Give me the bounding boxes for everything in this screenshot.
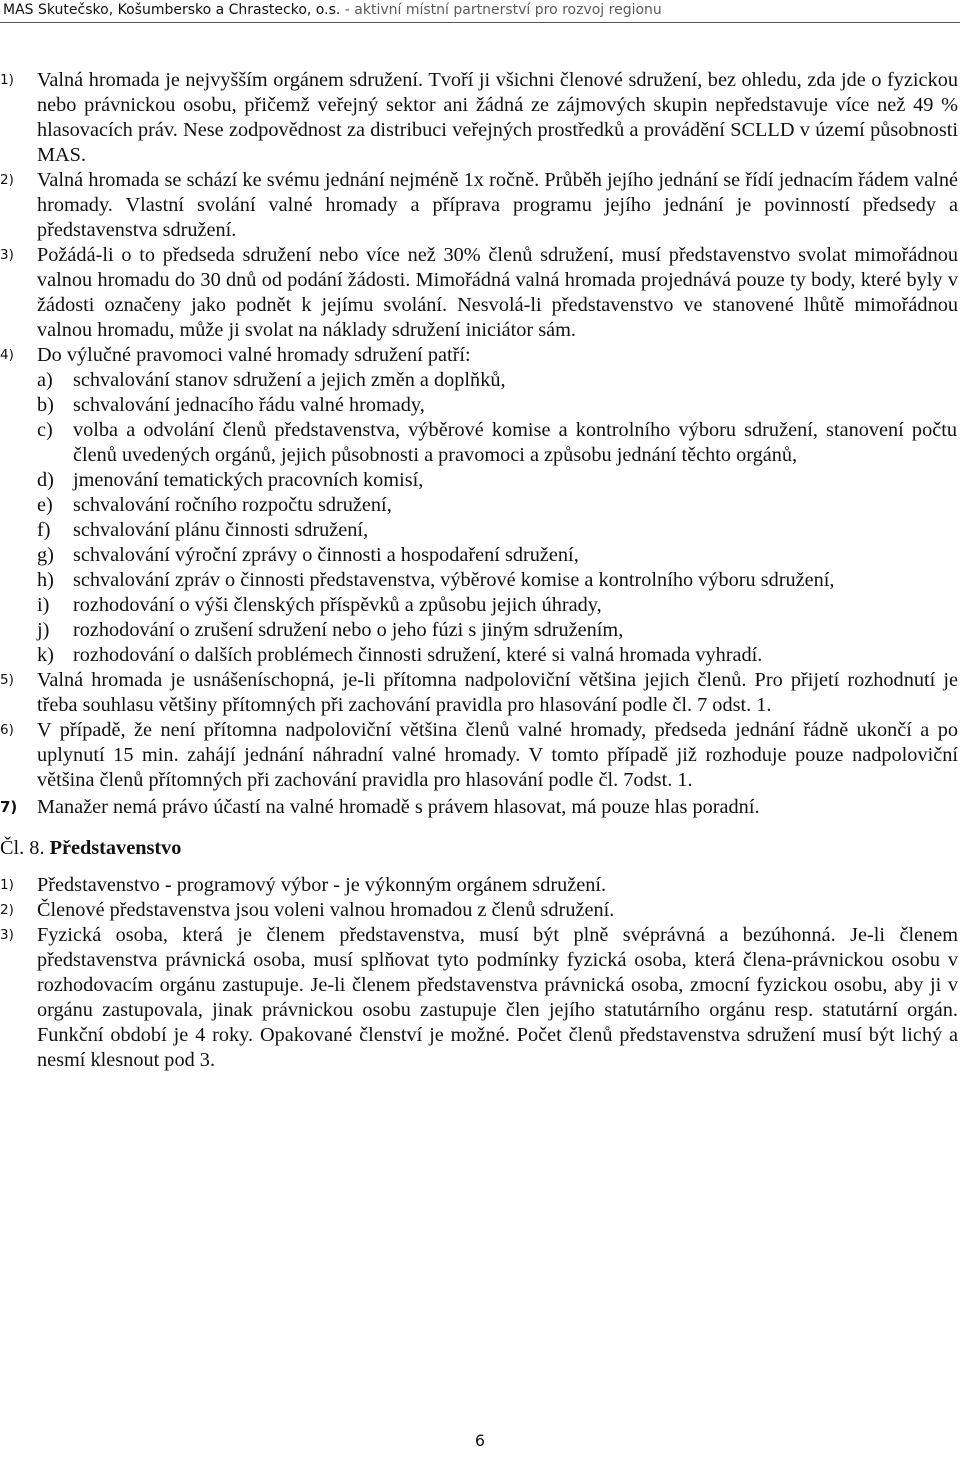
document-body	[0, 68, 960, 1073]
list-item-text: schvalování stanov sdružení a jejich změn a doplňků,	[73, 369, 506, 391]
section-heading	[0, 836, 960, 861]
list-item-letter: b)	[37, 394, 54, 416]
section-paragraph-1	[0, 873, 958, 898]
paragraph-number: 2)	[0, 172, 14, 188]
paragraph-text: Do výlučné pravomoci valné hromady sdružení patří:	[37, 344, 471, 366]
list-item-letter: f)	[37, 519, 51, 541]
list-item-text: schvalování zpráv o činnosti představenstva, výběrové komise a kontrolního výboru sdružení,	[73, 569, 835, 591]
paragraph-text: Valná hromada je usnášeníschopná, je-li přítomna nadpoloviční většina jejich členů. Pro přijetí rozhodnutí je třeba souhlasu většiny přítomných při zachování pravidla pro hlasování podle čl. 7 odst. 1.	[37, 669, 958, 716]
paragraph-number: 1)	[0, 877, 14, 893]
paragraph-number: 3)	[0, 927, 14, 943]
paragraph-3	[0, 243, 958, 343]
page-number: 6	[474, 1431, 486, 1450]
header-organization: MAS Skutečsko, Košumbersko a Chrastecko, o.s.	[3, 2, 341, 18]
list-item-letter: d)	[37, 469, 54, 491]
list-item	[37, 593, 957, 618]
list-item-letter: g)	[37, 544, 54, 566]
paragraph-number: 3)	[0, 247, 14, 263]
list-item	[37, 568, 957, 593]
list-item-text: schvalování plánu činnosti sdružení,	[73, 519, 369, 541]
paragraph-5	[0, 668, 958, 718]
paragraph-text: Požádá-li o to předseda sdružení nebo více než 30% členů sdružení, musí představenstvo svolat mimořádnou valnou hromadu do 30 dnů od podání žádosti. Mimořádná valná hromada projednává pouze ty body, které byly v žádosti označeny jako podnět k jejímu svolání. Nesvolá-li představenstvo ve stanovené lhůtě mimořádnou valnou hromadu, může ji svolat na náklady sdružení iniciátor sám.	[37, 244, 958, 341]
list-item	[37, 468, 957, 493]
list-item	[37, 518, 957, 543]
list-item	[37, 418, 957, 468]
paragraph-number: 2)	[0, 902, 14, 918]
list-item-letter: c)	[37, 419, 53, 441]
list-item	[37, 543, 957, 568]
list-item-text: rozhodování o výši členských příspěvků a způsobu jejich úhrady,	[73, 594, 602, 616]
list-item-letter: h)	[37, 569, 54, 591]
section-label: Čl. 8.	[0, 837, 50, 859]
paragraph-number: 5)	[0, 672, 14, 688]
paragraph-number: 4)	[0, 347, 14, 363]
list-item	[37, 618, 957, 643]
list-item-text: schvalování výroční zprávy o činnosti a hospodaření sdružení,	[73, 544, 579, 566]
paragraph-number: 7)	[0, 798, 18, 816]
page-header	[3, 1, 943, 19]
paragraph-text: Manažer nemá právo účastí na valné hromadě s právem hlasovat, má pouze hlas poradní.	[37, 796, 760, 818]
list-item-letter: k)	[37, 644, 54, 666]
paragraph-text: Valná hromada se schází ke svému jednání nejméně 1x ročně. Průběh jejího jednání se řídí jednacím řádem valné hromady. Vlastní svolání valné hromady a příprava programu jejího jednání je povinností předsedy a představenstva sdružení.	[37, 169, 958, 241]
section-paragraph-2	[0, 898, 958, 923]
list-item-text: volba a odvolání členů představenstva, výběrové komise a kontrolního výboru sdružení, stanovení počtu členů uvedených orgánů, jejich působnosti a pravomoci a způsobu jednání těchto orgánů,	[73, 419, 957, 466]
list-item	[37, 493, 957, 518]
list-item-text: jmenování tematických pracovních komisí,	[73, 469, 424, 491]
list-item-text: schvalování ročního rozpočtu sdružení,	[73, 494, 392, 516]
header-subtitle: - aktivní místní partnerství pro rozvoj regionu	[340, 2, 662, 18]
header-rule	[0, 22, 960, 23]
list-item	[37, 368, 957, 393]
paragraph-1	[0, 68, 958, 168]
paragraph-text: V případě, že není přítomna nadpoloviční většina členů valné hromady, předseda jednání řádně ukončí a po uplynutí 15 min. zahájí jednání náhradní valné hromady. V tomto případě již rozhoduje pouze nadpoloviční většina členů přítomných při zachování pravidla pro hlasování podle čl. 7odst. 1.	[37, 719, 958, 791]
paragraph-7	[0, 795, 958, 820]
paragraph-text: Členové představenstva jsou voleni valnou hromadou z členů sdružení.	[37, 899, 615, 921]
list-item	[37, 393, 957, 418]
section-title: Představenstvo	[49, 837, 182, 859]
list-item-text: schvalování jednacího řádu valné hromady,	[73, 394, 425, 416]
paragraph-text: Valná hromada je nejvyšším orgánem sdružení. Tvoří ji všichni členové sdružení, bez ohledu, zda jde o fyzickou nebo právnickou osobu, přičemž veřejný sektor ani žádná ze zájmových skupin nepředstavuje více než 49 % hlasovacích práv. Nese zodpovědnost za distribuci veřejných prostředků a provádění SCLLD v území působnosti MAS.	[37, 69, 958, 166]
paragraph-number: 6)	[0, 722, 14, 738]
list-item-letter: e)	[37, 494, 53, 516]
section-paragraph-3	[0, 923, 958, 1073]
paragraph-6	[0, 718, 958, 793]
paragraph-number: 1)	[0, 72, 14, 88]
paragraph-2	[0, 168, 958, 243]
list-item-text: rozhodování o dalších problémech činnosti sdružení, které si valná hromada vyhradí.	[73, 644, 763, 666]
list-item-text: rozhodování o zrušení sdružení nebo o jeho fúzi s jiným sdružením,	[73, 619, 624, 641]
powers-list	[37, 368, 958, 668]
list-item	[37, 643, 957, 668]
list-item-letter: i)	[37, 594, 50, 616]
paragraph-text: Představenstvo - programový výbor - je výkonným orgánem sdružení.	[37, 874, 607, 896]
paragraph-text: Fyzická osoba, která je členem představenstva, musí být plně svéprávná a bezúhonná. Je-li členem představenstva právnická osoba, musí splňovat tyto podmínky fyzická osoba, která člena-právnickou osobu v rozhodovacím orgánu zastupuje. Je-li členem představenstva právnická osoba, zmocní fyzickou osobu, aby ji v orgánu zastupovala, jinak právnickou osobu zastupuje člen jejího statutárního orgánu resp. statutární orgán. Funkční období je 4 roky. Opakované členství je možné. Počet členů představenstva sdružení musí být lichý a nesmí klesnout pod 3.	[37, 924, 958, 1071]
list-item-letter: j)	[37, 619, 50, 641]
list-item-letter: a)	[37, 369, 53, 391]
paragraph-4	[0, 343, 958, 668]
